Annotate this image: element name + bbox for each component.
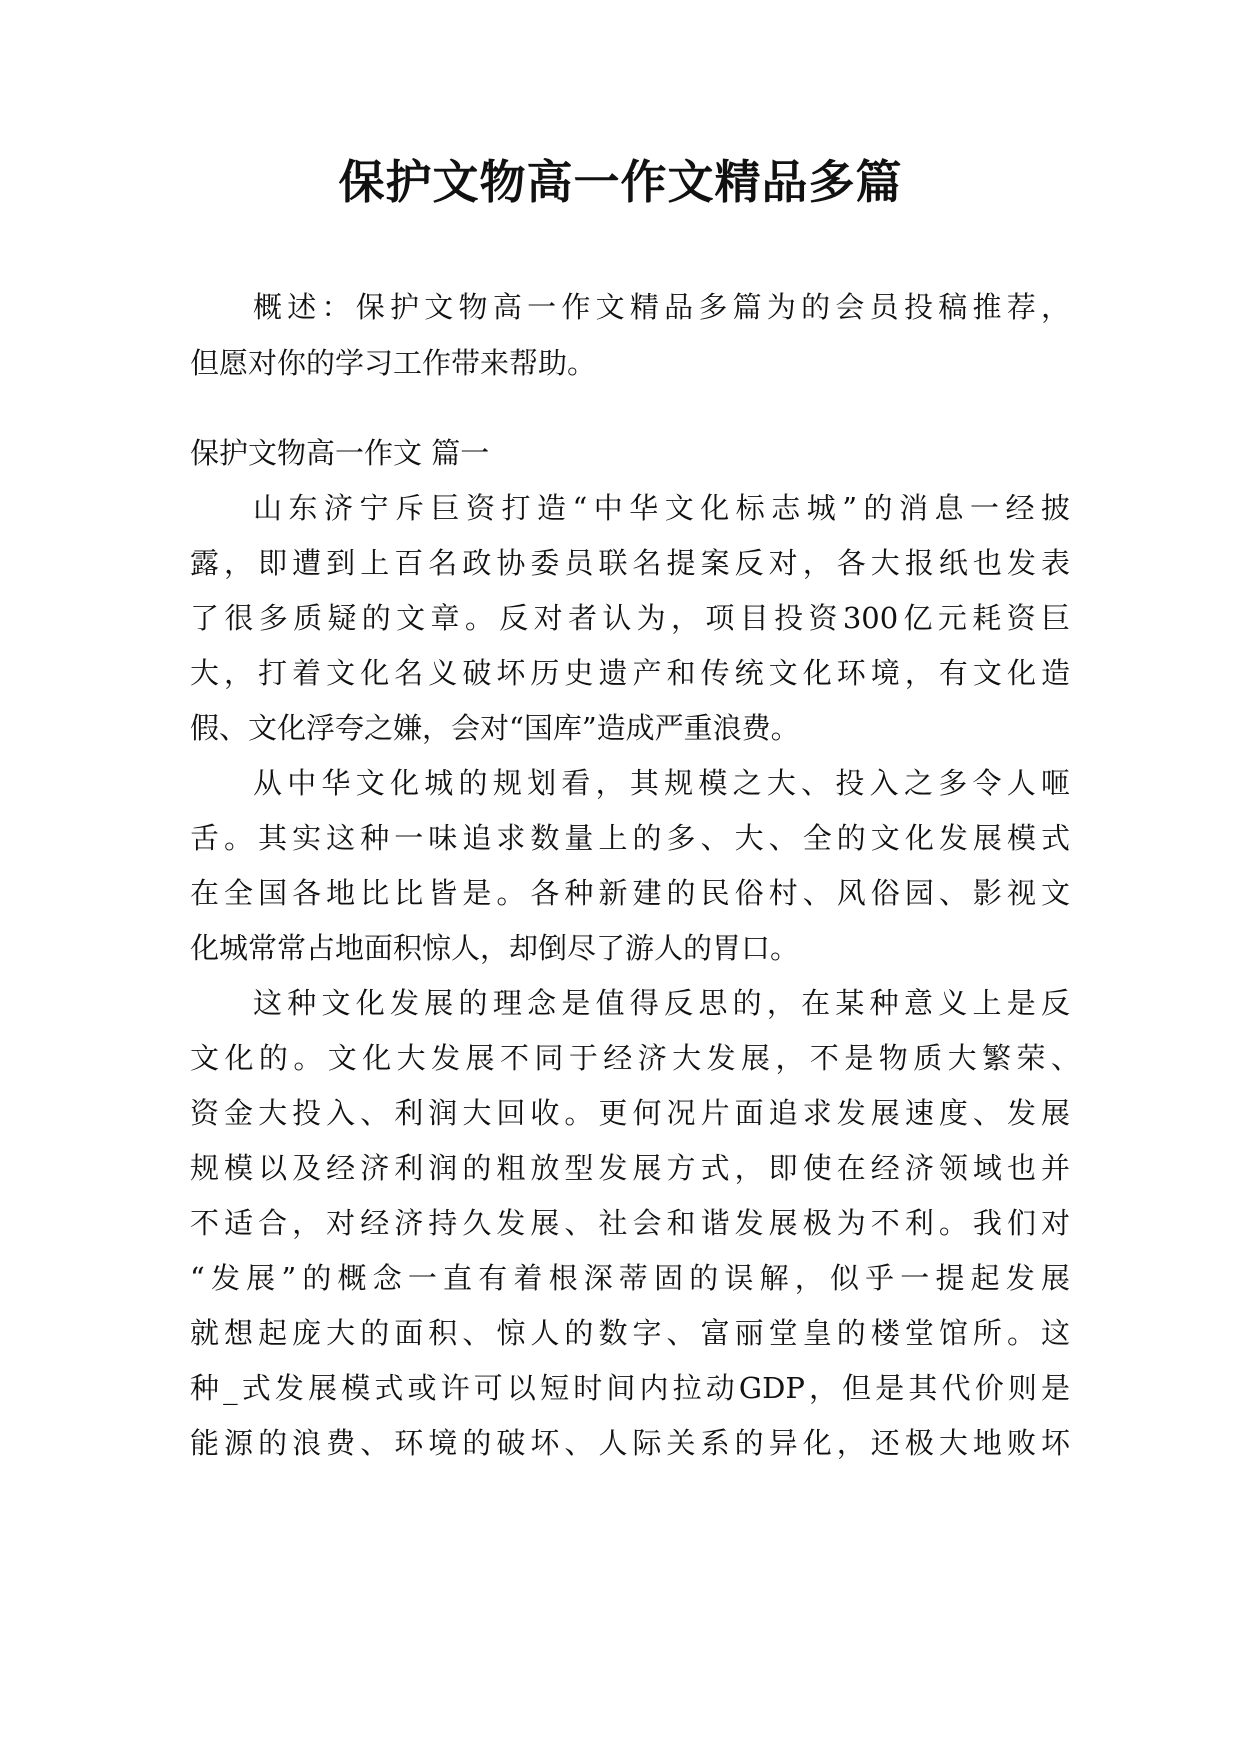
paragraph-line: 资金大投入、利润大回收。更何况片面追求发展速度、发展 xyxy=(190,1096,1070,1130)
summary-line: 概述：保护文物高一作文精品多篇为的会员投稿推荐， xyxy=(253,290,1070,324)
document-title: 保护文物高一作文精品多篇 xyxy=(338,155,903,209)
paragraph-line: 能源的浪费、环境的破坏、人际关系的异化，还极大地败坏 xyxy=(190,1426,1070,1460)
paragraph-line: 不适合，对经济持久发展、社会和谐发展极为不利。我们对 xyxy=(190,1206,1070,1240)
paragraph-line: 在全国各地比比皆是。各种新建的民俗村、风俗园、影视文 xyxy=(190,876,1070,910)
paragraph-line: 规模以及经济利润的粗放型发展方式，即使在经济领域也并 xyxy=(190,1151,1070,1185)
paragraph-line: 种_式发展模式或许可以短时间内拉动GDP，但是其代价则是 xyxy=(190,1371,1070,1405)
summary-line: 但愿对你的学习工作带来帮助。 xyxy=(190,346,597,380)
paragraph-line: 山东济宁斥巨资打造“中华文化标志城”的消息一经披 xyxy=(253,491,1070,525)
paragraph-line: 假、文化浮夸之嫌，会对“国库”造成严重浪费。 xyxy=(190,711,800,745)
paragraph-line: 了很多质疑的文章。反对者认为，项目投资300亿元耗资巨 xyxy=(190,601,1070,635)
section-heading: 保护文物高一作文 篇一 xyxy=(190,436,490,470)
paragraph-line: 文化的。文化大发展不同于经济大发展，不是物质大繁荣、 xyxy=(190,1041,1080,1075)
paragraph-line: 舌。其实这种一味追求数量上的多、大、全的文化发展模式 xyxy=(190,821,1070,855)
paragraph-line: 就想起庞大的面积、惊人的数字、富丽堂皇的楼堂馆所。这 xyxy=(190,1316,1070,1350)
paragraph-line: 这种文化发展的理念是值得反思的，在某种意义上是反 xyxy=(253,986,1070,1020)
paragraph-line: 化城常常占地面积惊人，却倒尽了游人的胃口。 xyxy=(190,931,800,965)
paragraph-line: 露，即遭到上百名政协委员联名提案反对，各大报纸也发表 xyxy=(190,546,1070,580)
paragraph-line: “发展”的概念一直有着根深蒂固的误解，似乎一提起发展 xyxy=(190,1261,1070,1295)
paragraph-line: 从中华文化城的规划看，其规模之大、投入之多令人咂 xyxy=(253,766,1070,800)
paragraph-line: 大，打着文化名义破坏历史遗产和传统文化环境，有文化造 xyxy=(190,656,1070,690)
